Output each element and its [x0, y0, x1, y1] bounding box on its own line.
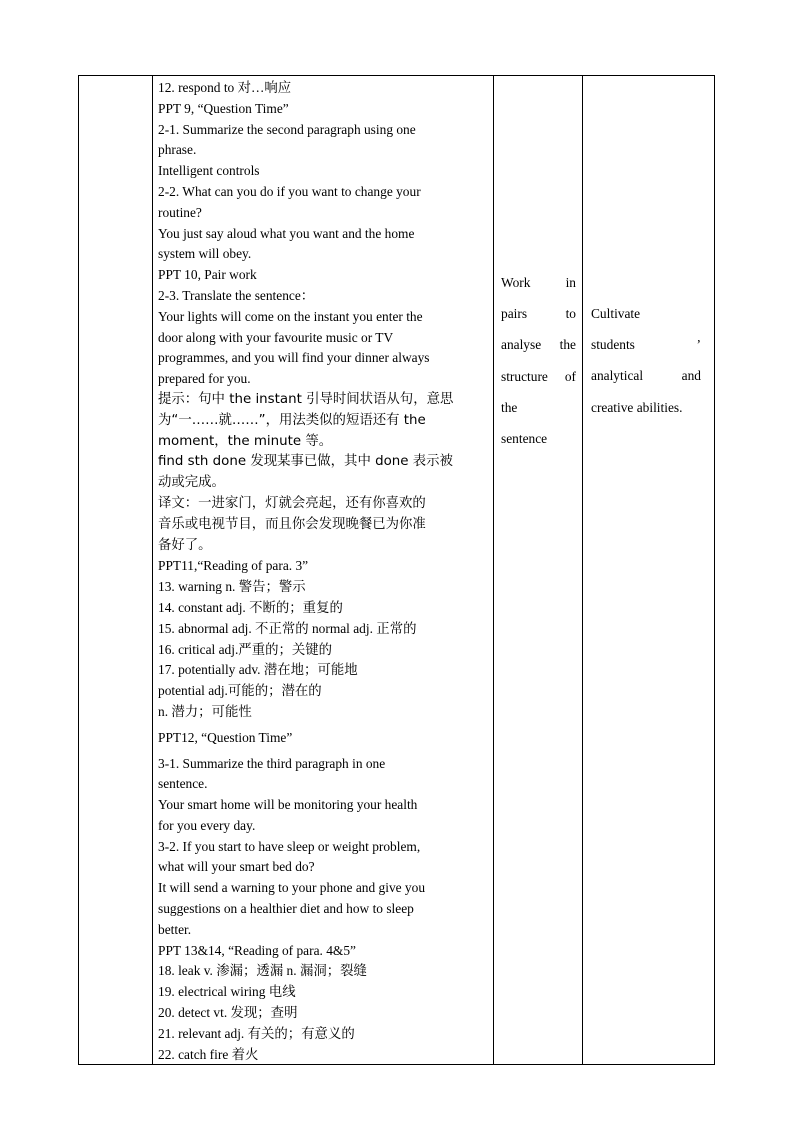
column-divider	[582, 76, 583, 1064]
activity-line-word: of	[564, 368, 576, 384]
purpose-line-word: ’	[696, 337, 701, 353]
content-line: 22. catch fire 着火	[158, 1046, 259, 1062]
column-divider	[493, 76, 494, 1064]
activity-line	[501, 267, 576, 298]
activity-line	[501, 298, 576, 329]
activity-line-word: the	[559, 337, 576, 353]
activity-line	[501, 329, 576, 360]
content-line: 2-3. Translate the sentence：	[158, 287, 315, 303]
activity-line-word: Work	[501, 275, 531, 290]
content-line: programmes, and you will find your dinner always	[158, 350, 430, 366]
content-line: 17. potentially adv. 潜在地；可能地	[158, 662, 358, 678]
activity-line	[501, 392, 576, 423]
activity-line	[501, 361, 576, 392]
activity-line-word: the	[501, 399, 518, 415]
activity-line-word: sentence	[501, 431, 548, 447]
content-line: what will your smart bed do?	[158, 859, 315, 875]
content-line: system will obey.	[158, 246, 252, 262]
content-line: PPT 9, “Question Time”	[158, 100, 289, 116]
content-line: door along with your favourite music or TV	[158, 329, 394, 345]
purpose-line-word: students	[591, 337, 635, 353]
design-purpose-column	[591, 298, 701, 423]
content-line: 15. abnormal adj. 不正常的 normal adj. 正常的	[158, 620, 417, 636]
content-line: 为“一……就……”，用法类似的短语还有 the	[158, 412, 426, 428]
lesson-table	[78, 75, 715, 1065]
content-line: better.	[158, 921, 192, 937]
content-line: 2-2. What can you do if you want to change your	[158, 183, 421, 199]
content-line: 16. critical adj.严重的；关键的	[158, 641, 333, 657]
content-line: PPT11,“Reading of para. 3”	[158, 558, 309, 574]
activity-line-word: structure	[501, 368, 548, 384]
content-line: PPT 13&14, “Reading of para. 4&5”	[158, 942, 356, 958]
content-line: 13. warning n. 警告；警示	[158, 579, 306, 595]
purpose-line	[591, 298, 701, 329]
content-line: potential adj.可能的；潜在的	[158, 683, 322, 699]
content-line: routine?	[158, 204, 202, 220]
purpose-line-word: and	[681, 368, 701, 384]
content-line: sentence.	[158, 776, 208, 792]
content-line: 19. electrical wiring 电线	[158, 984, 296, 1000]
content-line: 21. relevant adj. 有关的；有意义的	[158, 1025, 355, 1041]
teaching-content-column	[158, 78, 488, 1065]
content-line: find sth done 发现某事已做，其中 done 表示被	[158, 454, 453, 470]
content-line: n. 潜力；可能性	[158, 703, 252, 719]
content-line: You just say aloud what you want and the home	[158, 225, 415, 241]
content-line: 备好了。	[158, 537, 212, 553]
content-line: 20. detect vt. 发现；查明	[158, 1005, 298, 1021]
content-line: Your lights will come on the instant you enter the	[158, 308, 423, 324]
content-line: PPT 10, Pair work	[158, 267, 257, 283]
content-line: PPT12, “Question Time”	[158, 729, 293, 745]
content-line: prepared for you.	[158, 371, 251, 387]
content-line: 3-2. If you start to have sleep or weight problem,	[158, 838, 421, 854]
student-activity-column	[501, 267, 576, 454]
content-line: suggestions on a healthier diet and how to sleep	[158, 901, 414, 917]
activity-line-word: to	[565, 306, 576, 322]
purpose-line-word: analytical	[591, 368, 644, 384]
activity-line-word: in	[565, 275, 576, 290]
activity-line	[501, 423, 576, 454]
content-line: 译文：一进家门，灯就会亮起，还有你喜欢的	[158, 495, 426, 511]
content-line: 3-1. Summarize the third paragraph in one	[158, 755, 386, 771]
activity-line-word: pairs	[501, 306, 528, 322]
content-line: Your smart home will be monitoring your health	[158, 797, 418, 813]
purpose-line-word: Cultivate	[591, 306, 641, 321]
content-line: 12. respond to 对…响应	[158, 80, 292, 95]
content-line: phrase.	[158, 142, 197, 158]
content-line: It will send a warning to your phone and give you	[158, 880, 426, 896]
content-line: 音乐或电视节目，而且你会发现晚餐已为你准	[158, 516, 426, 532]
content-line: 2-1. Summarize the second paragraph using one	[158, 121, 416, 137]
content-line: 动或完成。	[158, 475, 225, 491]
purpose-line	[591, 329, 701, 360]
content-line: 18. leak v. 渗漏；透漏 n. 漏洞；裂缝	[158, 963, 367, 979]
activity-line-word: analyse	[501, 337, 542, 353]
content-line: for you every day.	[158, 817, 256, 833]
content-line: moment，the minute 等。	[158, 433, 333, 449]
content-line: 14. constant adj. 不断的；重复的	[158, 599, 343, 615]
purpose-line	[591, 392, 701, 423]
purpose-line-word: creative abilities.	[591, 399, 683, 415]
content-line: Intelligent controls	[158, 163, 260, 179]
purpose-line	[591, 360, 701, 391]
column-divider	[152, 76, 153, 1064]
content-line: 提示：句中 the instant 引导时间状语从句，意思	[158, 391, 454, 407]
